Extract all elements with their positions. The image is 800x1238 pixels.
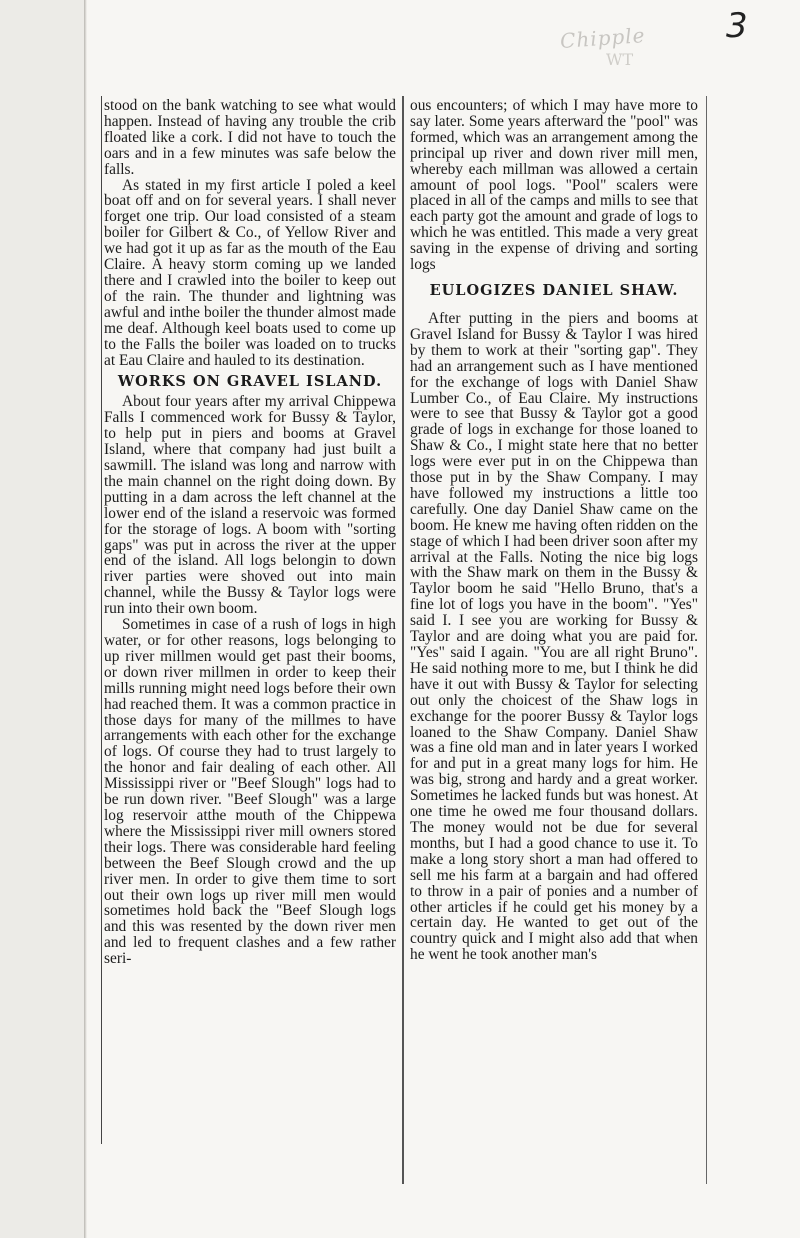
paragraph: About four years after my arrival Chippewa Falls I commenced work for Bussy & Taylor, to help put in piers and booms at Gravel Island, where that company had just built a sawmill. The island was long and narrow with the main channel on the right doing down. By putting in a dam across the left channel at the lower end of the island a reservoic was formed for the storage of logs. A boom with "sorting gaps" was put in across the river at the upper end of the island. All logs belongin to down river parties were shoved out into main channel, while the Bussy & Taylor logs were run into their own boom. bbox=[104, 393, 396, 618]
article-column-left bbox=[104, 98, 396, 1148]
paragraph: After putting in the piers and booms at Gravel Island for Bussy & Taylor I was hired by them to work at their "sorting gap". They had an arrangement such as I have mentioned for the exchange of logs with Daniel Shaw Lumber Co., of Eau Claire. My instructions were to see that Bussy & Taylor got a good grade of logs in exchange for those loaned to Shaw & Co., I might state here that no better logs were ever put in on the Chippewa than those put in by the Shaw Company. I may have followed my instructions a little too carefully. One day Daniel Shaw came on the boom. He knew me having often ridden on the stage of which I had been driver soon after my arrival at the Falls. Noting the nice big logs with the Shaw mark on them in the Bussy & Taylor boom he said "Hello Bruno, that's a fine lot of logs you have in the boom". "Yes" said I. I see you are working for Bussy & Taylor and are doing what you are paid for. "Yes" said I again. "You are all right Bruno". He said nothing more to me, but I think he did have it out with Bussy & Taylor for selecting out only the choicest of the Shaw logs in exchange for the poorer Bussy & Taylor logs loaned to the Shaw Company. Daniel Shaw was a fine old man and in later years I worked for and put in a great many logs for him. He was big, strong and hardy and a great worker. Sometimes he lacked funds but was honest. At one time he owed me four thousand dollars. The money would not be due for several months, but I had a good chance to use it. To make a long story short a man had offered to sell me his farm at a bargain and had offered to throw in a pair of ponies and a number of other articles if he could get his money by a certain day. He wanted to get out of the country quick and I might also add that when he went he took another man's bbox=[410, 309, 698, 964]
paragraph: Sometimes in case of a rush of logs in high water, or for other reasons, logs belonging to up river millmen would get past their booms, or down river millmen in order to keep their mills running might need logs before their own had reached them. It was a common practice in those days for many of the millmes to have arrangements with each other for the exchange of logs. Of course they had to trust largely to the honor and fair dealing of each other. All Mississippi river or "Beef Slough" logs had to be run down river. "Beef Slough" was a large log reservoir atthe mouth of the Chippewa where the Mississippi river mill owners stored their logs. There was considerable hard feeling between the Beef Slough crowd and the up river men. In order to give them time to sort out their own logs up river mill men would sometimes hold back the "Beef Slough logs and this was resented by the down river men and led to frequent clashes and a few rather seri- bbox=[104, 616, 396, 968]
pencil-annotation: Chipple bbox=[559, 23, 647, 53]
paragraph: stood on the bank watching to see what would happen. Instead of having any trouble the crib floated like a cork. I did not have to touch the oars and in a few minutes was safe below the falls. bbox=[104, 97, 396, 178]
paragraph: As stated in my first article I poled a keel boat off and on for several years. I shall never forget one trip. Our load consisted of a steam boiler for Gilbert & Co., of Yellow River and we had got it up as far as the mouth of the Eau Claire. A heavy storm coming up we landed there and I crawled into the boiler to keep out of the rain. The thunder and lightning was awful and inthe boiler the thunder almost made me deaf. Although keel boats used to come up to the Falls the boiler was loaded on to trucks at Eau Claire and hauled to its destination. bbox=[104, 176, 396, 369]
pencil-annotation-sub: WT bbox=[606, 50, 634, 69]
paragraph: ous encounters; of which I may have more to say later. Some years afterward the "pool" was formed, which was an arrangement among the principal up river and down river mill men, whereby each millman was allowed a certain amount of pool logs. "Pool" scalers were placed in all of the camps and mills to see that each party got the amount and grade of logs to which he was entitled. This made a very great saving in the expense of driving and sorting logs bbox=[410, 97, 698, 274]
column-rule-middle bbox=[402, 96, 404, 1184]
scan-shadow bbox=[84, 0, 87, 1238]
article-column-right bbox=[410, 98, 698, 1188]
section-heading: EULOGIZES DANIEL SHAW. bbox=[429, 281, 679, 299]
column-rule-left bbox=[101, 96, 102, 1144]
page-number: 3 bbox=[726, 6, 748, 46]
scan-margin bbox=[0, 0, 84, 1238]
column-rule-right bbox=[706, 96, 707, 1184]
section-heading: WORKS ON GRAVEL ISLAND. bbox=[117, 373, 383, 391]
